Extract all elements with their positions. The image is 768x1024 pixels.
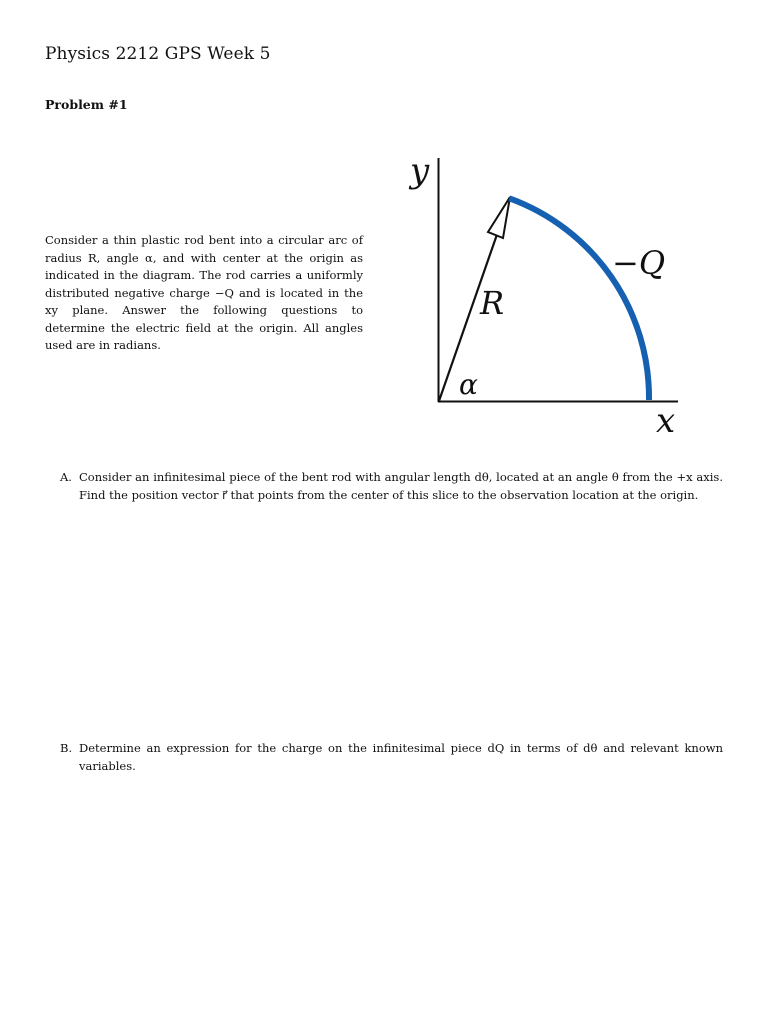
arc-diagram xyxy=(400,150,700,440)
question-a-text-block xyxy=(79,468,723,504)
question-b-text-block xyxy=(79,739,723,775)
question-a xyxy=(60,468,723,504)
y-axis-label: y xyxy=(410,151,430,191)
charged-arc xyxy=(509,198,649,400)
charge-label: −Q xyxy=(612,244,666,282)
question-a-letter: A. xyxy=(60,470,72,484)
x-axis-label: x xyxy=(656,401,676,440)
arc-diagram-svg xyxy=(400,150,700,440)
question-b-text: Determine an expression for the charge on the infinitesimal piece dQ in terms of dθ and relevant known variables. xyxy=(79,741,723,773)
problem-intro-text: Consider a thin plastic rod bent into a circular arc of radius R, angle α, and with center at the origin as indicated in the diagram. The rod carries a uniformly distributed negative charge −Q and is located in the xy plane. Answer the following questions to determine the electric field at the origin. All angles used are in radians. xyxy=(45,233,363,352)
page-title: Physics 2212 GPS Week 5 xyxy=(45,44,271,64)
radius-arrowhead xyxy=(488,197,510,238)
problem-heading: Problem #1 xyxy=(45,97,128,112)
question-b xyxy=(60,739,723,775)
question-a-text: Consider an infinitesimal piece of the bent rod with angular length dθ, located at an angle θ from the +x axis. Find the position vector r⃗ that points from the center of this slice to the observation location at the origin. xyxy=(79,470,723,502)
question-b-letter: B. xyxy=(60,741,73,755)
problem-intro xyxy=(45,232,363,355)
radius-label: R xyxy=(480,284,505,322)
angle-label: α xyxy=(459,368,478,401)
